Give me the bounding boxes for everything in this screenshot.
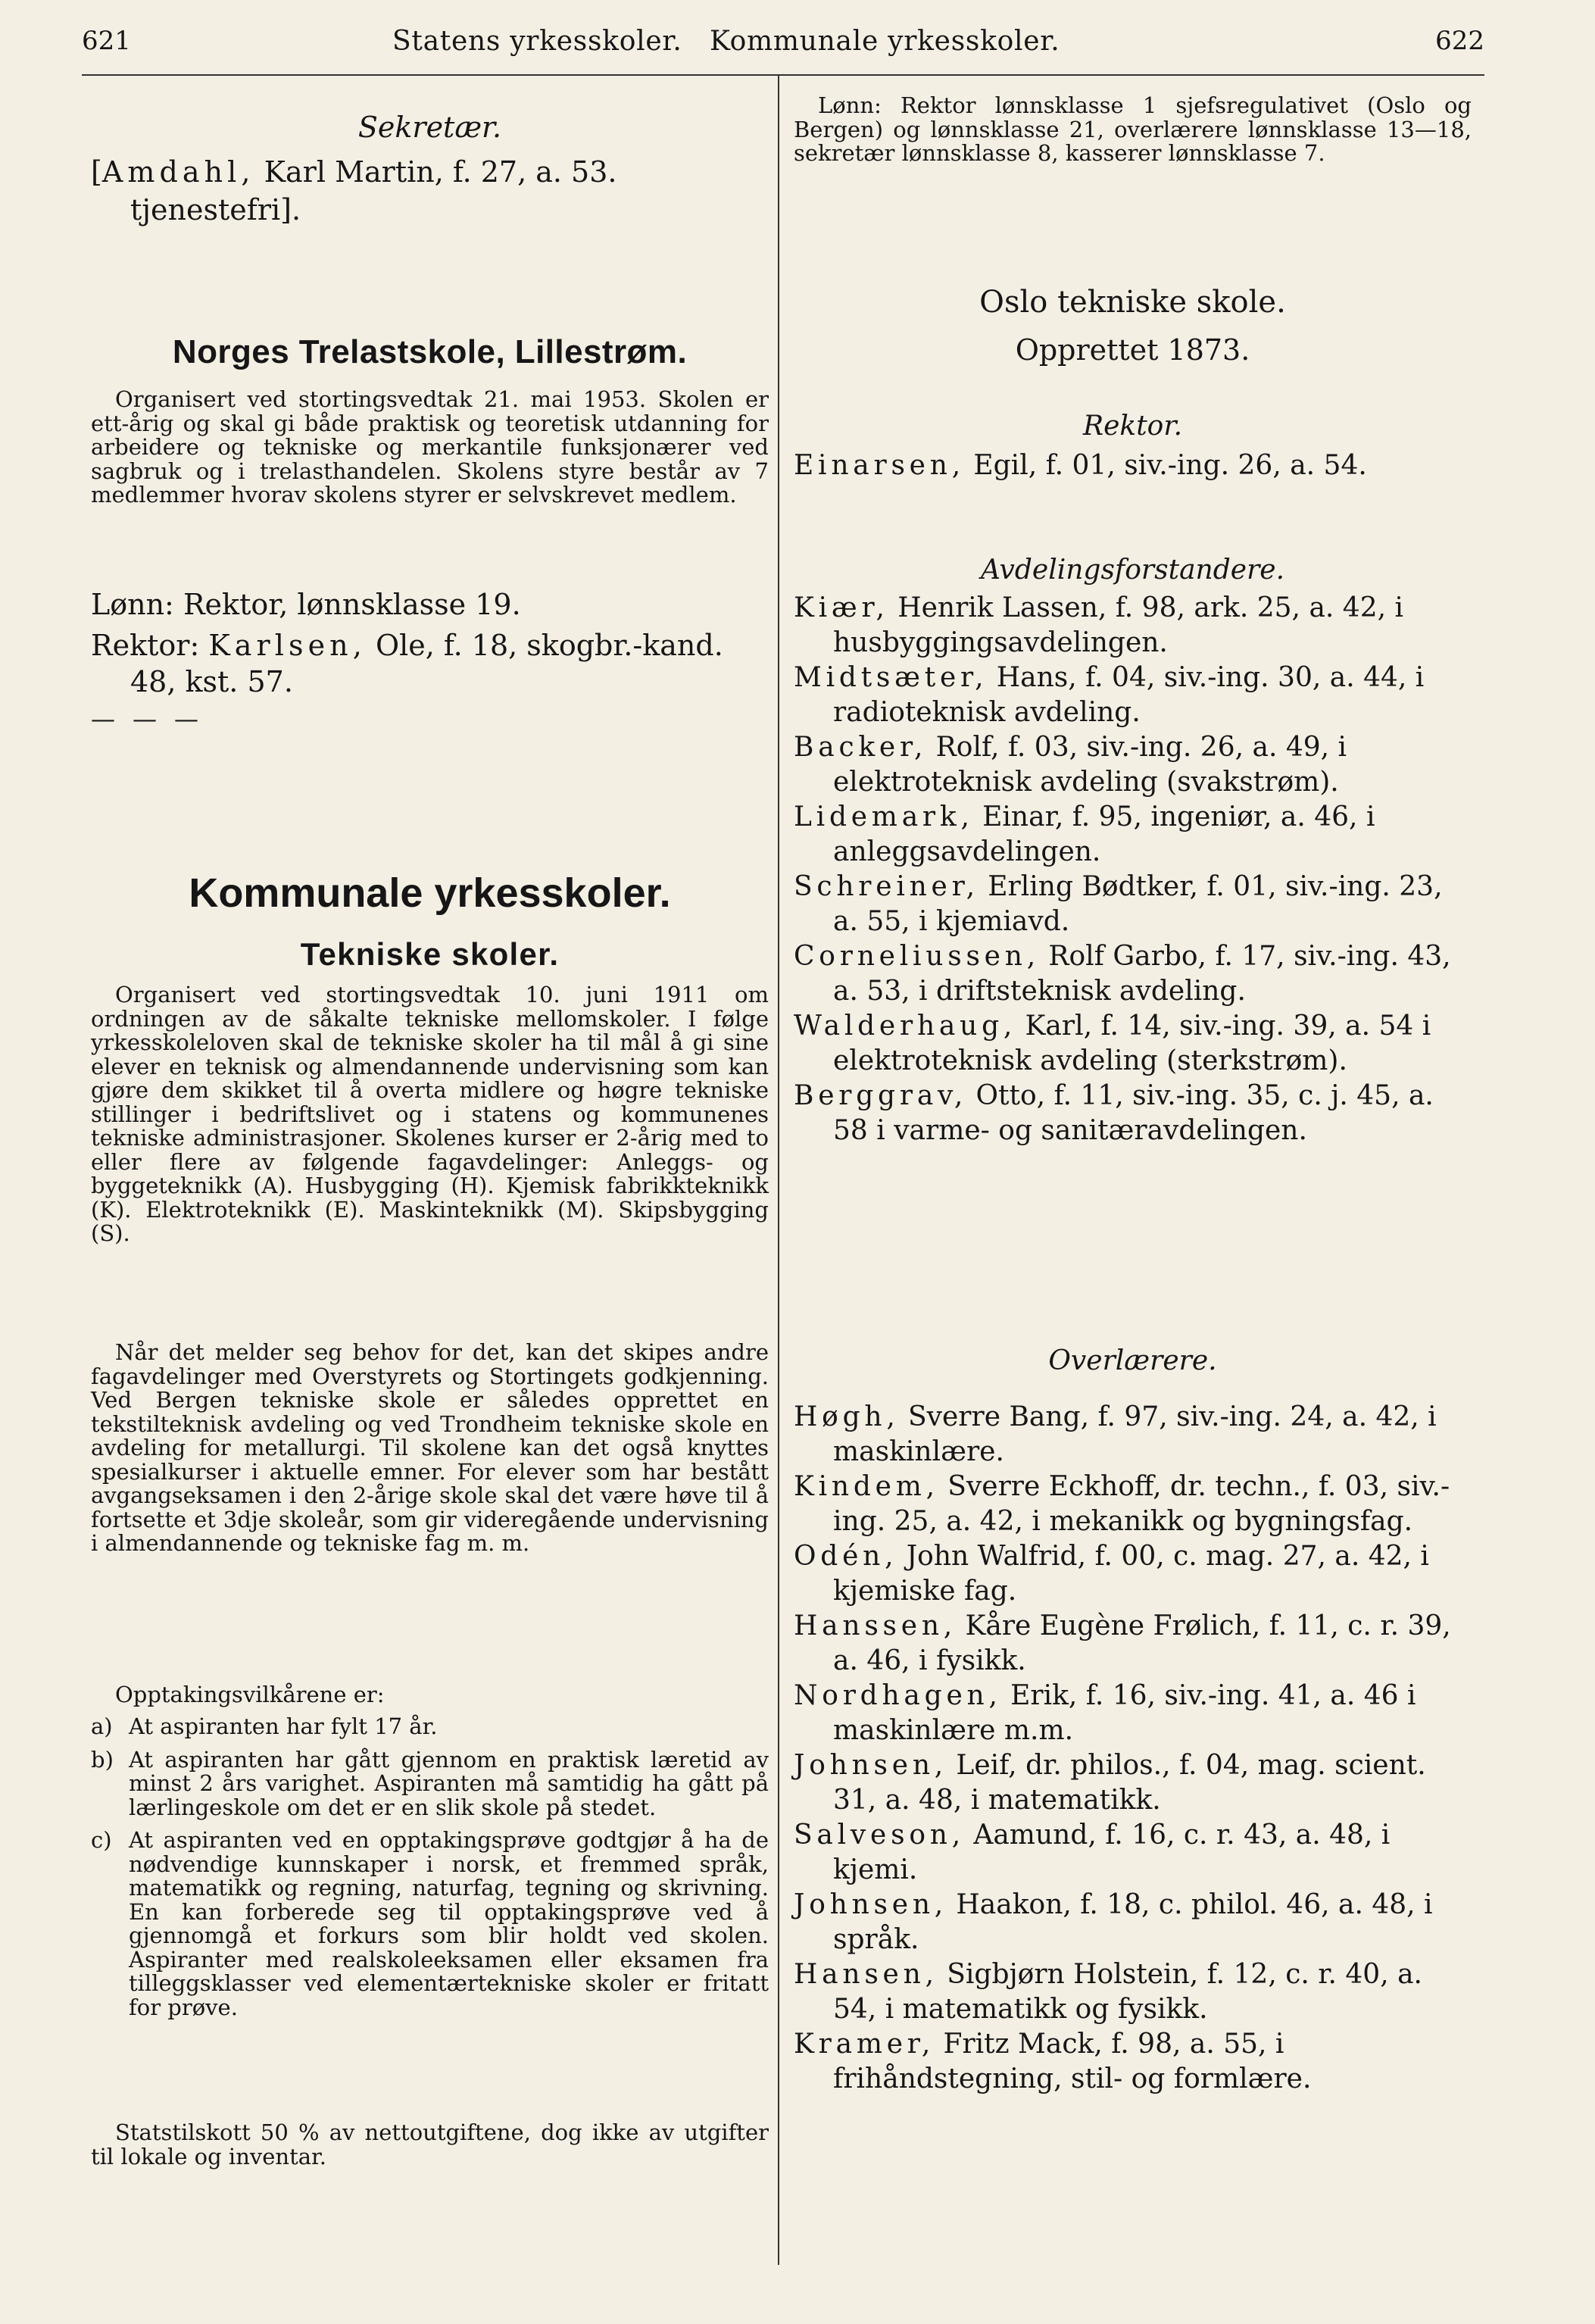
rektor-label: Rektor: [91,629,209,662]
person-name: Hanssen, [794,1610,957,1641]
list-item [794,1539,1472,1609]
person-name: Schreiner, [794,871,979,902]
trelastskole-paragraph: Organisert ved stortingsvedtak 21. mai 1953. Skolen er ett-årig og skal gi både praktisk og teoretisk utdanning for arbeidere og tekniske og merkantile funksjonærer ved sagbruk og i trelasthandelen. Skolens styre består av 7 medlemmer hvorav skolens styrer er selvskrevet medlem. [91,386,769,508]
kommunale-heading: Kommunale yrkesskoler. [189,870,671,916]
person-name: Hansen, [794,1959,938,1990]
person-name: Nordhagen, [794,1680,1002,1711]
person-name: Høgh, [794,1401,900,1432]
condition-a [91,1715,769,1739]
list-item [794,800,1472,870]
list-item [794,1818,1472,1888]
sekretaer-text2: tjenestefri]. [130,193,301,226]
person-details: Sverre Bang, f. 97, siv.-ing. 24, a. 42, i maskinlære. [833,1401,1437,1467]
person-details: Erling Bødtker, f. 01, siv.-ing. 23, a. 55, i kjemiavd. [833,871,1443,937]
list-item [794,730,1472,800]
sekretaer-line: [Amdahl, Karl Martin, f. 27, a. 53. tjenestefri]. [91,155,617,226]
condition-b [91,1748,769,1820]
overlaerere-heading: Overlærere. [1048,1345,1217,1376]
person-name: Corneliussen, [794,941,1040,972]
person-details: Hans, f. 04, siv.-ing. 30, a. 44, i radioteknisk avdeling. [833,662,1425,728]
person-details: Fritz Mack, f. 98, a. 55, i frihåndstegning, stil- og formlære. [833,2029,1312,2094]
list-item [794,939,1472,1009]
person-details: Leif, dr. philos., f. 04, mag. scient. 31, a. 48, i matematikk. [833,1750,1426,1816]
person-details: Einar, f. 95, ingeniør, a. 46, i anleggsavdelingen. [833,801,1375,867]
person-details: Egil, f. 01, siv.-ing. 26, a. 54. [964,450,1367,481]
condition-label: c) [91,1827,112,1853]
list-item [794,1470,1472,1539]
person-details: Erik, f. 16, siv.-ing. 41, a. 46 i maskinlære m.m. [833,1680,1416,1746]
rektor-text: Ole, f. 18, skogbr.-kand. 48, kst. 57. [130,629,723,698]
page-number-left: 621 [82,26,131,56]
overlaerere-list [794,1400,1472,2097]
avdelingsforstandere-list [794,591,1472,1148]
person-details: Aamund, f. 16, c. r. 43, a. 48, i kjemi. [833,1820,1391,1885]
trelastskole-lonn: Lønn: Rektor, lønnsklasse 19. [91,588,521,621]
condition-text: At aspiranten har gått gjennom en praktisk læretid av minst 2 års varighet. Aspiranten må samtidig ha gått på lærlingeskole om det er en slik skole på stedet. [129,1746,769,1820]
person-details: John Walfrid, f. 00, c. mag. 27, a. 42, i kjemiske fag. [833,1541,1429,1607]
person-details: Haakon, f. 18, c. philol. 46, a. 48, i språk. [833,1889,1433,1955]
person-details: Rolf Garbo, f. 17, siv.-ing. 43, a. 53, i driftsteknisk avdeling. [833,941,1451,1007]
list-item [794,1609,1472,1679]
list-item [794,591,1472,661]
condition-text: At aspiranten har fylt 17 år. [129,1713,438,1739]
condition-c [91,1829,769,2019]
person-details: Henrik Lassen, f. 98, ark. 25, a. 42, i husbyggingsavdelingen. [833,592,1404,658]
rektor-entry [794,448,1472,483]
tekniske-heading: Tekniske skoler. [300,936,560,972]
person-details: Rolf, f. 03, siv.-ing. 26, a. 49, i elektroteknisk avdeling (svakstrøm). [833,732,1347,798]
page-header [82,26,1484,64]
person-name: Johnsen, [794,1889,947,1920]
person-name: Johnsen, [794,1750,947,1781]
rektor-line [794,448,1472,483]
list-item [794,2027,1472,2097]
person-name: Midtsæter, [794,662,988,693]
header-rule [82,74,1484,76]
sekretaer-text: Karl Martin, f. 27, a. 53. [254,155,617,189]
running-title: Statens yrkesskoler. Kommunale yrkesskoler. [392,26,1060,57]
list-item [794,1888,1472,1957]
person-name: Kindem, [794,1471,939,1502]
oslo-opprettet: Opprettet 1873. [1015,333,1250,367]
condition-label: a) [91,1713,113,1739]
person-name: Odén, [794,1541,898,1572]
sekretaer-heading: Sekretær. [357,111,502,144]
person-details: Karl, f. 14, siv.-ing. 39, a. 54 i elektroteknisk avdeling (sterkstrøm). [833,1011,1431,1076]
list-item [794,661,1472,730]
person-name: Kramer, [794,2029,935,2060]
column-divider [778,74,779,2265]
tekniske-paragraph-1: Organisert ved stortingsvedtak 10. juni 1911 om ordningen av de såkalte tekniske mellomskoler. I følge yrkesskoleloven skal de tekniske skoler ha til mål å gi sine elever en teknisk og almendannende undervisning som kan gjøre dem skikket til å overta midlere og høgre tekniske stillinger i bedriftslivet og i statens og kommunenes tekniske administrasjoner. Skolenes kurser er 2-årig med to eller flere av følgende fagavdelinger: Anleggs- og byggeteknikk (A). Husbygging (H). Kjemisk fabrikkteknikk (K). Elektroteknikk (E). Maskinteknikk (M). Skipsbygging (S). [91,982,769,1246]
list-item [794,1957,1472,2027]
person-details: Otto, f. 11, siv.-ing. 35, c. j. 45, a. 58 i varme- og sanitæravdelingen. [833,1080,1434,1146]
condition-label: b) [91,1746,114,1773]
person-details: Sverre Eckhoff, dr. techn., f. 03, siv.-ing. 25, a. 42, i mekanikk og bygningsfag. [833,1471,1450,1537]
person-name: Einarsen, [794,450,965,481]
person-details: Sigbjørn Holstein, f. 12, c. r. 40, a. 54, i matematikk og fysikk. [833,1959,1422,2025]
rektor-name: Karlsen, [208,629,367,662]
sekretaer-entry [91,153,769,229]
statstilskott-paragraph: Statstilskott 50 % av nettoutgiftene, dog ikke av utgifter til lokale og inventar. [91,2119,769,2169]
conditions-list [91,1715,769,2019]
list-item [794,1400,1472,1470]
person-name: Lidemark, [794,801,974,832]
trelastskole-heading: Norges Trelastskole, Lillestrøm. [172,333,688,370]
tekniske-paragraph-2: Når det melder seg behov for det, kan det skipes andre fagavdelinger med Overstyrets og Stortingets godkjenning. Ved Bergen tekniske skole er således opprettet en tekstilteknisk avdeling og ved Trondheim tekniske skole en avdeling for metallurgi. Til skolene kan det også knyttes spesialkurser i aktuelle emner. For elever som har bestått avgangseksamen i den 2-årige skole skal det være høve til å fortsette et 3dje skoleår, som gir videregående undervisning i almendannende og tekniske fag m. m. [91,1339,769,1556]
trelastskole-rektor [91,627,769,700]
person-name: Salveson, [794,1820,965,1851]
condition-text: At aspiranten ved en opptakingsprøve godtgjør å ha de nødvendige kunnskaper i norsk, et fremmed språk, matematikk og regning, naturfag, tegning og skrivning. En kan forberede seg til opptakingsprøve ved å gjennomgå et forkurs som blir holdt ved skolen. Aspiranter med realskoleeksamen eller eksamen fra tilleggsklasser ved elementærtekniske skoler er fritatt for prøve. [129,1827,769,2020]
sekretaer-name: Amdahl, [101,155,255,189]
opptak-intro: Opptakingsvilkårene er: [115,1682,385,1707]
lonn-paragraph: Lønn: Rektor lønnsklasse 1 sjefsregulativet (Oslo og Bergen) og lønnsklasse 21, overlærere lønnsklasse 13—18, sekretær lønnsklasse 8, kasserer lønnsklasse 7. [794,92,1472,166]
list-item [794,1079,1472,1148]
list-item [794,1009,1472,1079]
oslo-heading: Oslo tekniske skole. [979,285,1286,320]
list-item [794,1748,1472,1818]
page-number-right: 622 [1435,26,1484,56]
person-name: Kiær, [794,592,889,623]
avdelingsforstandere-heading: Avdelingsforstandere. [980,554,1285,586]
list-item [794,870,1472,939]
section-dashes: — — — [91,704,204,733]
person-name: Backer, [794,732,928,763]
person-details: Kåre Eugène Frølich, f. 11, c. r. 39, a. 46, i fysikk. [833,1610,1451,1676]
person-name: Walderhaug, [794,1011,1017,1042]
person-name: Berggrav, [794,1080,968,1111]
rektor-heading: Rektor. [1082,411,1183,442]
list-item [794,1679,1472,1748]
